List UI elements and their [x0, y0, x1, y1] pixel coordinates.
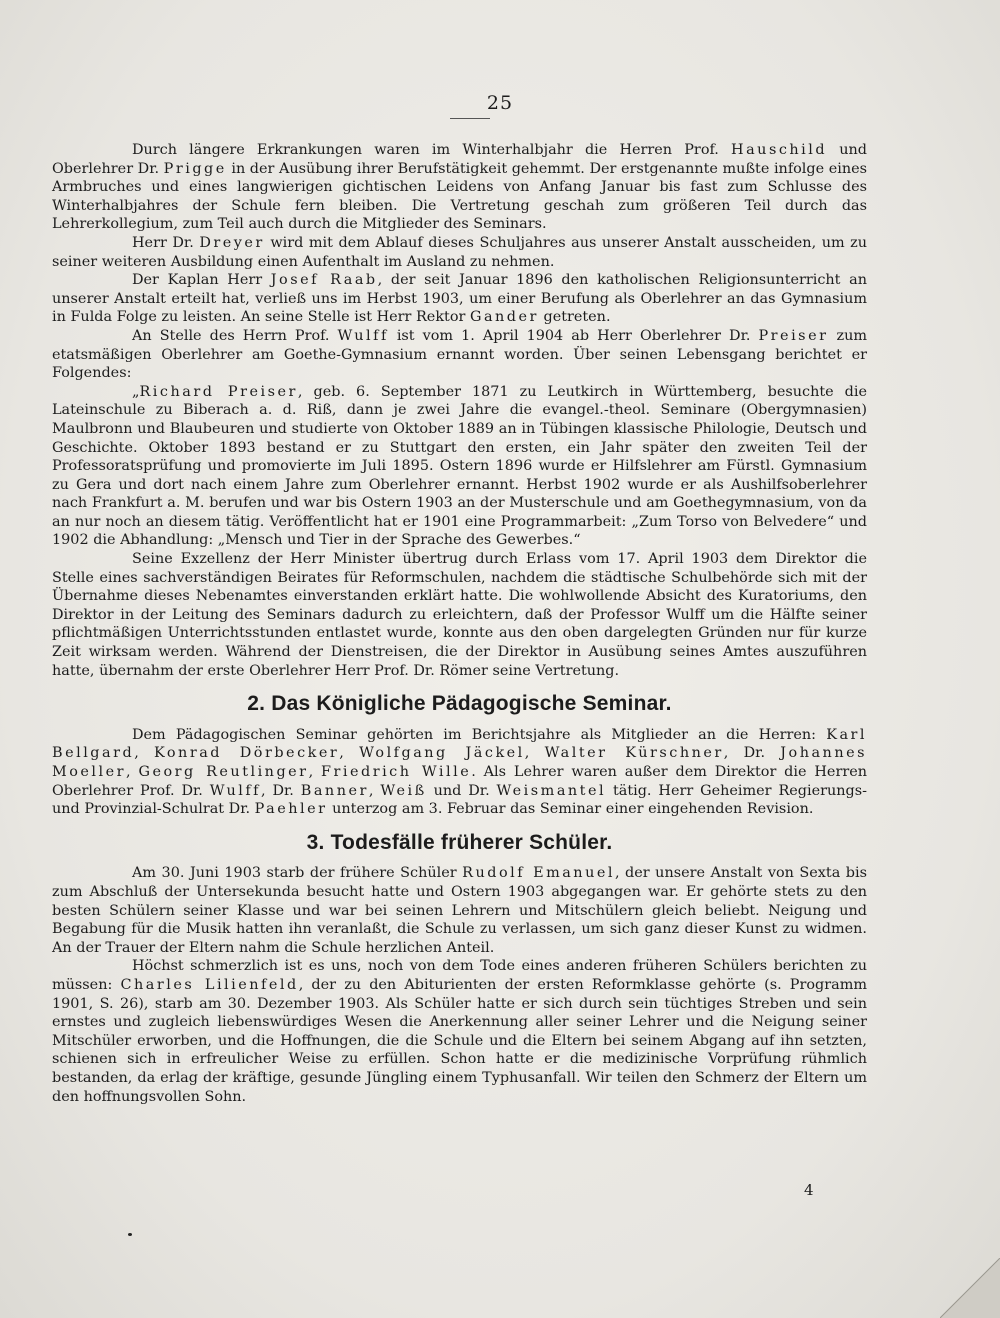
person-name: Wulff [209, 782, 261, 799]
paragraph-lilienfeld: Höchst schmerzlich ist es uns, noch von dem Tode eines anderen früheren Schülers berichten zu müssen: Charles Lilienfeld, der zu den Abiturienten der ersten Reformklasse gehörte (s. Programm 1901, S. 26), starb am 30. Dezember 1903. Als Schüler hatte er sich durch sein tüchtiges Streben und sein ernstes und zugleich liebenswürdiges Wesen die Anerkennung aller seiner Lehrer und die Neigung seiner Mitschüler erworben, und die Hoffnungen, die die Schule und die Eltern bei seinem Abgang auf ihn setzten, schienen sich in erfreulicher Weise zu erfüllen. Schon hatte er die medizinische Vorprüfung rühmlich bestanden, da erlag der kräftige, gesunde Jüngling einem Typhusanfall. Wir teilen den Schmerz der Eltern um den hoffnungsvollen Sohn. [52, 958, 867, 1105]
page-number-rule [450, 118, 490, 119]
person-name: Charles Lilienfeld [120, 976, 299, 993]
person-name: Paehler [254, 801, 328, 818]
page-corner-fold [940, 1258, 1000, 1318]
person-name: Karl Bellgard [52, 726, 867, 762]
section-heading-seminar: 2. Das Königliche Pädagogische Seminar. [247, 692, 672, 716]
person-name: Weiß [380, 782, 427, 799]
section-heading-deaths: 3. Todesfälle früherer Schüler. [306, 830, 613, 854]
person-name: Richard Preiser [139, 383, 298, 400]
person-name: Hauschild [731, 142, 828, 158]
person-name: Georg Reutlinger [138, 764, 309, 780]
person-name: Wulff [337, 327, 389, 344]
person-name: Johannes Moeller [52, 745, 867, 780]
paragraph-preiser-biography: „Richard Preiser, geb. 6. September 1871 zu Leutkirch in Württemberg, besuchte die Lateinschule zu Biberach a. d. Riß, dann je zwei Jahre die evangel.-theol. Seminare (Obergymnasien) Maulbronn und Blaubeuren und studierte von Oktober 1889 an in Tübingen klassische Philologie, Deutsch und Geschichte. Oktober 1893 bestand er zu Stuttgart den ersten, ein Jahr später den zweiten Teil der Professoratsprüfung und promovierte im Juli 1895. Ostern 1896 wurde er Hilfslehrer am Fürstl. Gymnasium zu Gera und dort nach einem Jahre zum Oberlehrer ernannt. Herbst 1902 wurde er als Aushilfsoberlehrer nach Frankfurt a. M. berufen und war bis Ostern 1903 an der Musterschule und am Goethegymnasium, von da an nur noch an diesem tätig. Veröffentlicht hat er 1901 eine Programmarbeit: „Zum Torso von Belvedere“ und 1902 die Abhandlung: „Mensch und Tier in der Sprache des Gewerbes.“ [52, 383, 867, 549]
paragraph-raab: Der Kaplan Herr Josef Raab, der seit Januar 1896 den katholischen Religionsunterricht an unserer Anstalt erteilt hat, verließ uns im Herbst 1903, um einer Berufung als Oberlehrer an das Gymnasium in Fulda Folge zu leisten. An seine Stelle ist Herr Rektor Gander getreten. [52, 272, 867, 326]
person-name: Weismantel [496, 782, 607, 799]
paragraph-seminar-members: Dem Pädagogischen Seminar gehörten im Berichtsjahre als Mitglieder an die Herren: Karl Bellgard, Konrad Dörbecker, Wolfgang Jäckel, Walter Kürschner, Dr. Johannes Moeller, Georg Reutlinger, Friedrich Wille. Als Lehrer waren außer dem Direktor die Herren Oberlehrer Prof. Dr. Wulff, Dr. Banner, Weiß und Dr. Weismantel tätig. Herr Geheimer Regierungs- und Provinzial-Schulrat Dr. Paehler unterzog am 3. Februar das Seminar einer eingehenden Revision. [52, 726, 868, 818]
page-number: 25 [486, 92, 514, 114]
sheet-signature-mark: 4 [804, 1181, 814, 1199]
body-text [52, 141, 867, 1106]
person-name: Banner [300, 782, 369, 799]
person-name: Walter Kürschner [544, 745, 724, 762]
person-name: Preiser [758, 327, 829, 344]
paragraph-preiser-appointment: An Stelle des Herrn Prof. Wulff ist vom 1. April 1904 ab Herr Oberlehrer Dr. Preiser zum etatsmäßigen Oberlehrer am Goethe-Gymnasium ernannt worden. Über seinen Lebensgang berichtet er Folgendes: [52, 327, 868, 382]
paragraph-minister: Seine Exzellenz der Herr Minister übertrug durch Erlass vom 17. April 1903 dem Direktor die Stelle eines sachverständigen Beirates für Reformschulen, nachdem die städtische Schulbehörde sich mit der Übernahme dieses Nebenamtes einverstanden erklärt hatte. Die wohlwollende Absicht des Kuratoriums, den Direktor in der Leitung des Seminars dadurch zu erleichtern, daß der Professor Wulff um die Hälfte seiner pflichtmäßigen Unterrichtsstunden entlastet wurde, konnte aus den oben dargelegten Gründen nur für kurze Zeit wirksam werden. Während der Dienstreisen, die der Direktor in Ausübung seines Amtes auszuführen hatte, übernahm der erste Oberlehrer Herr Prof. Dr. Römer seine Vertretung. [52, 551, 867, 679]
person-name: Wolfgang Jäckel [359, 745, 525, 762]
person-name: Konrad Dörbecker [154, 745, 340, 762]
person-name: Rudolf Emanuel [462, 865, 615, 882]
paragraph-illness: Durch längere Erkrankungen waren im Winterhalbjahr die Herren Prof. Hauschild und Oberlehrer Dr. Prigge in der Ausübung ihrer Berufstätigkeit gehemmt. Der erstgenannte mußte infolge eines Armbruches und eines langwierigen gichtischen Leidens von Anfang Januar bis fast zum Schlusse des Winterhalbjahres der Schule fern bleiben. Die Vertretung geschah zum größeren Teil durch das Lehrerkollegium, zum Teil auch durch die Mitglieder des Seminars. [52, 142, 868, 233]
person-name: Dreyer [199, 234, 265, 251]
person-name: Gander [469, 309, 539, 326]
ink-speck [128, 1233, 132, 1236]
person-name: Prigge [163, 160, 227, 177]
person-name: Friedrich Wille [321, 764, 472, 780]
person-name: Josef Raab [270, 272, 378, 289]
paragraph-emanuel: Am 30. Juni 1903 starb der frühere Schüler Rudolf Emanuel, der unsere Anstalt von Sexta bis zum Abschluß der Untersekunda besucht hatte und Ostern 1903 abgegangen war. Er gehörte stets zu den besten Schülern seiner Klasse und war bei seinen Lehrern und Mitschülern gleich beliebt. Neigung und Begabung für die Musik hatten ihn veranlaßt, die Schule zu verlassen, um sich ganz dieser Kunst zu widmen. An der Trauer der Eltern nahm die Schule herzlichen Anteil. [52, 865, 867, 956]
paragraph-dreyer: Herr Dr. Dreyer wird mit dem Ablauf dieses Schuljahres aus unserer Anstalt ausscheiden, um zu seiner weiteren Ausbildung einen Aufenthalt im Ausland zu nehmen. [52, 234, 868, 270]
